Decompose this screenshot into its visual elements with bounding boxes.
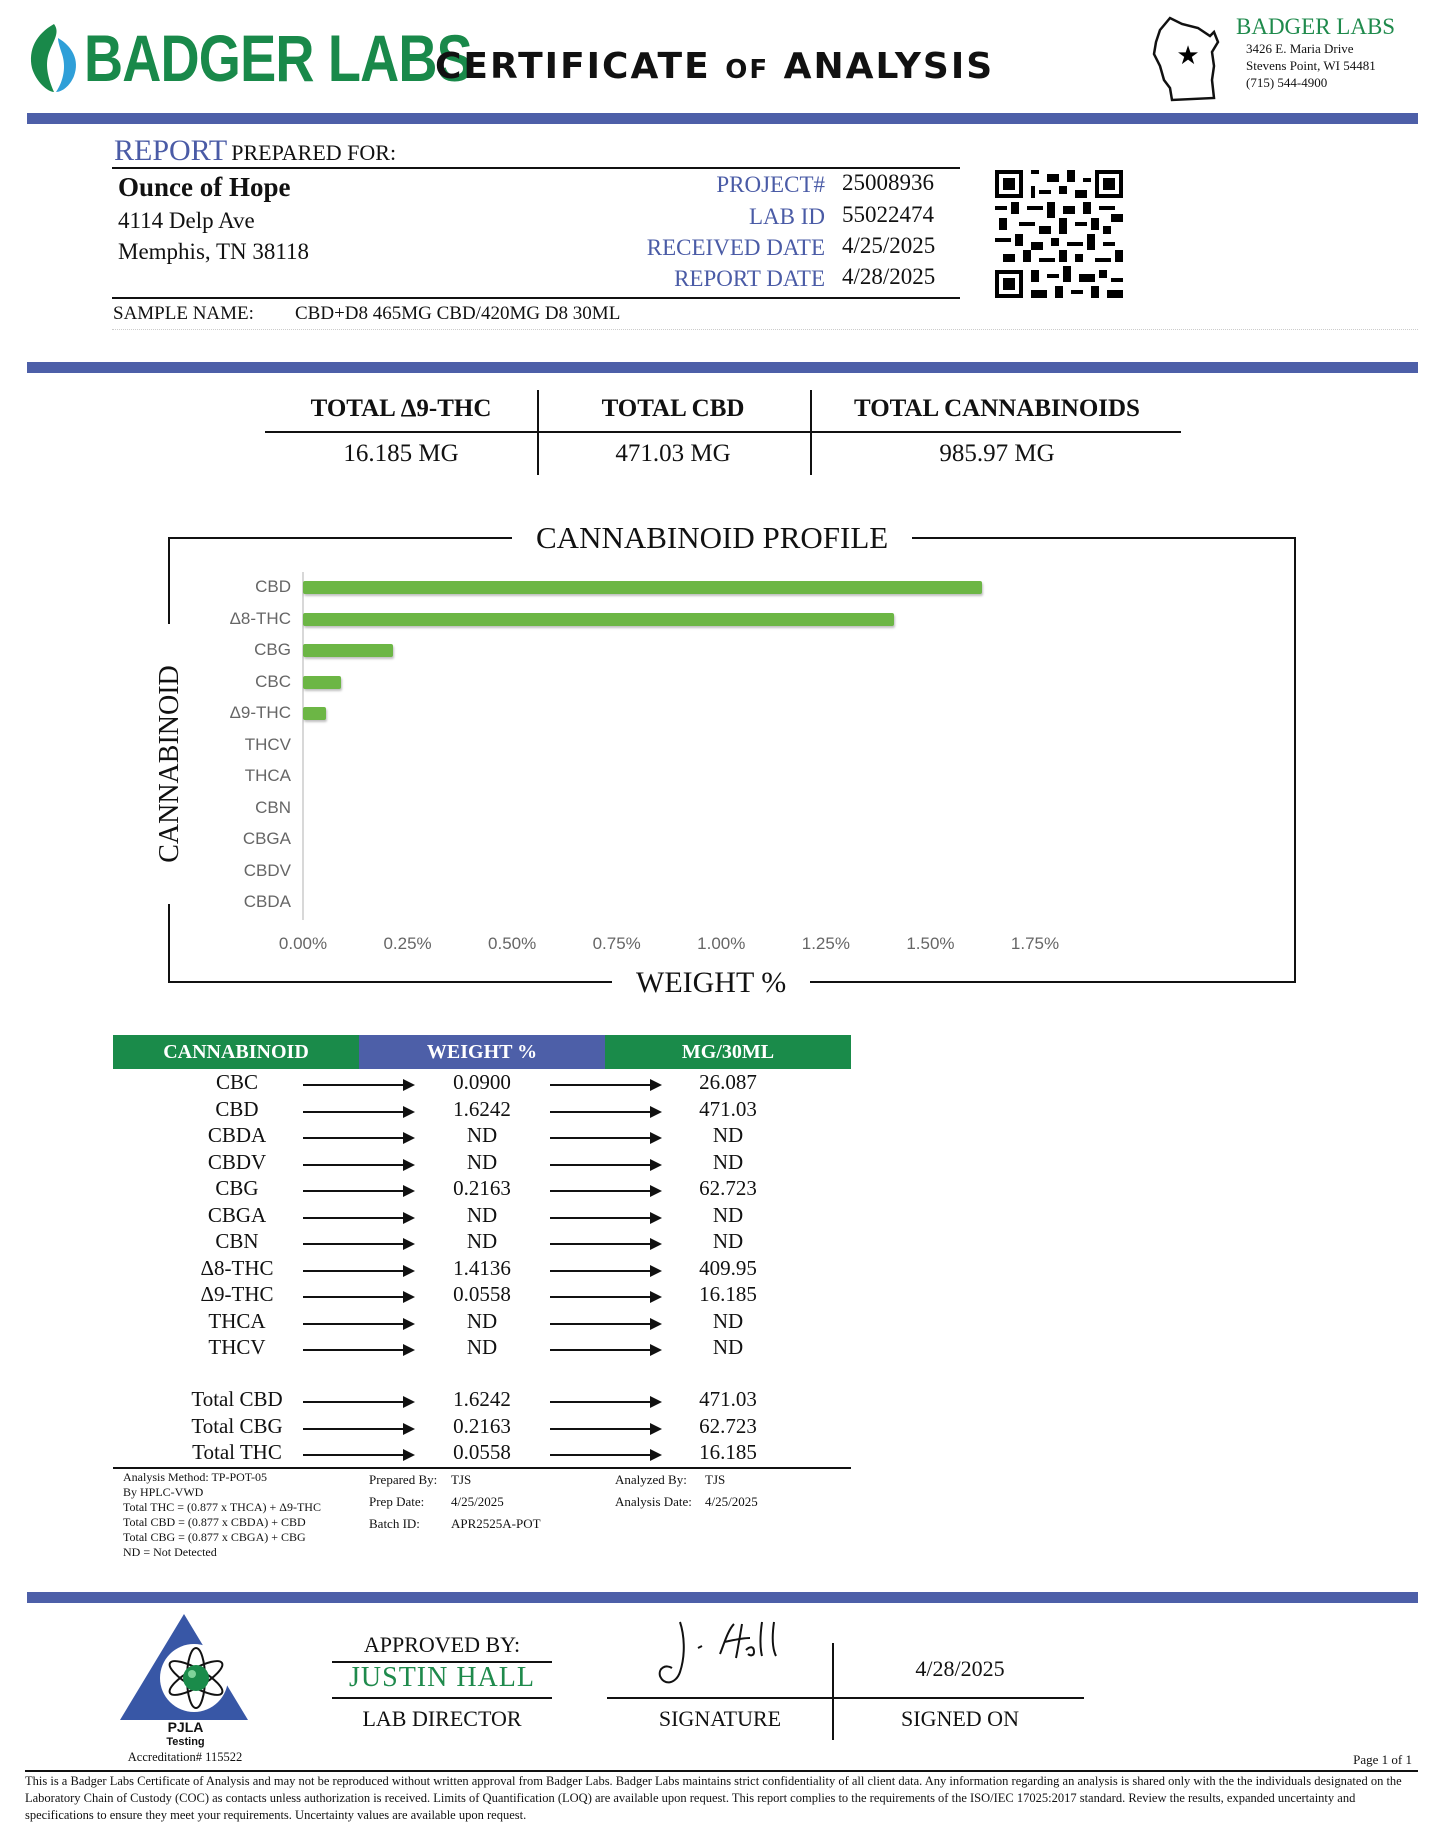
- table-arrow-icon: [550, 1349, 660, 1351]
- analysis-notes: [123, 1470, 321, 1560]
- approver-title: LAB DIRECTOR: [362, 1706, 522, 1731]
- table-cell-weight: 0.0900: [453, 1070, 511, 1094]
- table-cell-weight: 0.0558: [453, 1282, 511, 1306]
- analyzed-by-value: TJS: [705, 1472, 726, 1487]
- signed-on-label: SIGNED ON: [901, 1706, 1019, 1731]
- table-cell-mg: 471.03: [699, 1096, 757, 1121]
- lab-address: [1246, 40, 1376, 91]
- batch-id-label: Batch ID:: [369, 1516, 420, 1531]
- chart-category-label: CBG: [254, 640, 291, 659]
- table-cell-mg: ND: [712, 1149, 744, 1174]
- analysis-date-label: Analysis Date:: [615, 1494, 692, 1509]
- table-cell-weight: 0.2163: [453, 1413, 511, 1438]
- chart-category-label: CBD: [255, 577, 291, 596]
- table-arrow-icon: [303, 1111, 413, 1113]
- table-arrow-icon: [303, 1084, 413, 1086]
- table-cell-mg: ND: [712, 1123, 744, 1147]
- footer-disclaimer: This is a Badger Labs Certificate of Analysis and may not be reproduced without written approval from Badger Labs. Badger Labs maintains strict confidentiality of all client data. Any information regarding an analysis is shared only with the the individuals designated on the Laboratory Chain of Custody (COC) as contacts unless authorization is received. Limits of Quantification (LOQ) are available upon request. This report complies to the requirements of the ISO/IEC 17025:2017 standard. Review the results, expanded uncertainty and specifications to ensure they meet your requirements. Uncertainty values are available upon request.: [25, 1774, 1402, 1822]
- table-arrow-icon: [550, 1243, 660, 1245]
- table-arrow-icon: [303, 1243, 413, 1245]
- table-arrow-icon: [303, 1349, 413, 1351]
- table-arrow-icon: [303, 1217, 413, 1219]
- table-cell-cannabinoid: CBN: [215, 1229, 259, 1253]
- table-bottom-rule: [113, 1467, 851, 1469]
- table-cell-cannabinoid: CBDV: [207, 1149, 267, 1174]
- table-cell-mg: 16.185: [699, 1440, 757, 1464]
- accreditation-number: Accreditation# 115522: [127, 1750, 243, 1764]
- signature-divider: [832, 1643, 834, 1740]
- field-labid-value: 55022474: [842, 202, 934, 227]
- chart-category-label: CBDV: [243, 860, 291, 880]
- table-cell-cannabinoid: Δ8-THC: [200, 1255, 274, 1280]
- table-arrow-icon: [550, 1428, 660, 1430]
- table-header-mg: MG/30ML: [605, 1035, 851, 1069]
- field-received-value: 4/25/2025: [842, 233, 936, 258]
- section-divider-2: [27, 1592, 1418, 1603]
- table-cell-cannabinoid: Total CBG: [191, 1413, 283, 1438]
- table-cell-cannabinoid: THCA: [208, 1308, 266, 1333]
- lab-phone: (715) 544-4900: [1246, 75, 1328, 90]
- chart-category-label: THCA: [244, 766, 291, 785]
- table-arrow-icon: [550, 1111, 660, 1113]
- chart-xtick-label: 1.25%: [801, 934, 850, 953]
- brand-logo-icon: [24, 20, 84, 95]
- table-cell-cannabinoid: THCV: [208, 1335, 266, 1359]
- analysis-date-value: 4/25/2025: [705, 1494, 758, 1509]
- table-cell-weight: 1.4136: [453, 1255, 511, 1280]
- table-arrow-icon: [550, 1401, 660, 1403]
- table-cell-cannabinoid: CBGA: [207, 1202, 267, 1227]
- totals-rule: [265, 431, 1181, 433]
- wisconsin-map-icon: [1148, 8, 1238, 103]
- chart-xtick-label: 0.00%: [278, 934, 328, 953]
- approver-name-rule: [332, 1697, 552, 1699]
- table-arrow-icon: [303, 1137, 413, 1139]
- chart-category-label: CBC: [255, 671, 291, 691]
- report-heading-word: REPORT: [114, 134, 228, 167]
- table-cell-cannabinoid: CBG: [215, 1176, 259, 1200]
- field-project-value: 25008936: [842, 170, 934, 195]
- table-cell-weight: 0.2163: [453, 1176, 511, 1200]
- table-cell-mg: 16.185: [699, 1282, 757, 1306]
- table-arrow-icon: [303, 1428, 413, 1430]
- note-nd: ND = Not Detected: [123, 1545, 217, 1559]
- note-hplc: By HPLC-VWD: [123, 1485, 204, 1499]
- pjla-sub: Testing: [166, 1736, 205, 1748]
- signature-image: [650, 1614, 810, 1694]
- table-arrow-icon: [303, 1401, 413, 1403]
- table-cell-cannabinoid: CBDA: [207, 1123, 267, 1147]
- chart-category-label: Δ8-THC: [229, 608, 291, 628]
- table-arrow-icon: [550, 1084, 660, 1086]
- table-cell-mg: 62.723: [699, 1413, 757, 1438]
- chart-category-label: CBDA: [243, 892, 291, 911]
- table-cell-weight: 0.0558: [453, 1440, 511, 1464]
- chart-title: CANNABINOID PROFILE: [512, 520, 912, 556]
- title-of: OF: [725, 55, 770, 85]
- table-cell-weight: ND: [466, 1202, 498, 1227]
- chart-ylabel: CANNABINOID: [154, 624, 186, 904]
- total-cbd-value: 471.03 MG: [615, 440, 731, 467]
- table-cell-cannabinoid: Total THC: [192, 1440, 282, 1464]
- address-line2: Stevens Point, WI 54481: [1246, 58, 1376, 73]
- chart-axis-line: [302, 572, 304, 920]
- table-cell-weight: ND: [466, 1229, 498, 1253]
- total-cannabinoids-value: 985.97 MG: [939, 440, 1055, 467]
- table-cell-cannabinoid: Total CBD: [191, 1387, 283, 1411]
- signed-date: 4/28/2025: [915, 1656, 1005, 1681]
- title-part1: CERTIFICATE: [435, 46, 711, 87]
- header-divider: [27, 113, 1418, 124]
- table-cell-mg: 471.03: [699, 1387, 757, 1411]
- total-d9thc-value: 16.185 MG: [343, 440, 459, 467]
- total-cannabinoids-label: TOTAL CANNABINOIDS: [854, 395, 1140, 422]
- field-received-label: RECEIVED DATE: [646, 235, 825, 260]
- prep-date-value: 4/25/2025: [451, 1494, 504, 1509]
- table-arrow-icon: [303, 1296, 413, 1298]
- client-city: Memphis, TN 38118: [118, 239, 310, 264]
- chart-category-label: CBN: [255, 797, 291, 817]
- svg-text:★: ★: [1176, 41, 1200, 71]
- table-arrow-icon: [550, 1454, 660, 1456]
- sample-dotted-rule: [112, 329, 1418, 330]
- table-arrow-icon: [550, 1217, 660, 1219]
- table-cell-weight: ND: [466, 1335, 498, 1359]
- report-heading: [114, 134, 396, 168]
- table-cell-cannabinoid: CBD: [215, 1096, 259, 1121]
- table-cell-mg: ND: [712, 1202, 744, 1227]
- field-labid-label: LAB ID: [748, 204, 825, 229]
- chart-xtick-label: 1.75%: [1010, 934, 1060, 953]
- brand-name: BADGER LABS: [84, 21, 472, 95]
- report-info-rule: [112, 297, 960, 299]
- chart-xtick-label: 0.50%: [488, 934, 537, 953]
- prepared-by-value: TJS: [451, 1472, 472, 1487]
- table-cell-mg: ND: [712, 1335, 744, 1359]
- prep-date-label: Prep Date:: [369, 1494, 425, 1509]
- analyzed-by-label: Analyzed By:: [615, 1472, 687, 1487]
- lab-name: BADGER LABS: [1236, 14, 1396, 39]
- table-cell-mg: ND: [712, 1308, 744, 1333]
- table-arrow-icon: [303, 1190, 413, 1192]
- table-arrow-icon: [550, 1323, 660, 1325]
- sample-name-label: SAMPLE NAME:: [113, 303, 254, 324]
- prepared-by-label: Prepared By:: [369, 1472, 438, 1487]
- table-arrow-icon: [303, 1164, 413, 1166]
- note-total-cbd: Total CBD = (0.877 x CBDA) + CBD: [123, 1515, 306, 1529]
- client-street: 4114 Delp Ave: [118, 208, 255, 233]
- chart-category-label: CBGA: [242, 829, 291, 848]
- chart-category-label: THCV: [244, 734, 291, 754]
- table-cell-mg: 62.723: [699, 1176, 757, 1200]
- total-cbd-label: TOTAL CBD: [601, 395, 745, 422]
- document-title: [435, 46, 994, 87]
- table-cell-weight: 1.6242: [453, 1096, 511, 1121]
- client-name: Ounce of Hope: [118, 172, 291, 202]
- table-arrow-icon: [303, 1454, 413, 1456]
- address-line1: 3426 E. Maria Drive: [1246, 41, 1354, 56]
- table-arrow-icon: [550, 1137, 660, 1139]
- table-arrow-icon: [550, 1296, 660, 1298]
- qr-code-icon: [995, 170, 1123, 298]
- table-cell-weight: ND: [466, 1149, 498, 1174]
- table-cell-weight: 1.6242: [453, 1387, 511, 1411]
- title-part2: ANALYSIS: [783, 46, 995, 87]
- footer-rule: [25, 1770, 1418, 1772]
- signature-rule: [607, 1697, 1084, 1699]
- sample-name-value: CBD+D8 465MG CBD/420MG D8 30ML: [295, 303, 621, 324]
- section-divider-1: [27, 362, 1418, 373]
- chart-xtick-label: 0.75%: [592, 934, 641, 953]
- approved-by-label: APPROVED BY:: [363, 1632, 521, 1657]
- table-header-weight: WEIGHT %: [359, 1035, 605, 1069]
- pjla-logo-icon: [118, 1612, 253, 1722]
- table-arrow-icon: [550, 1270, 660, 1272]
- table-cell-weight: ND: [466, 1123, 498, 1147]
- table-arrow-icon: [303, 1270, 413, 1272]
- signature-label: SIGNATURE: [658, 1706, 782, 1731]
- note-total-thc: Total THC = (0.877 x THCA) + Δ9-THC: [123, 1500, 321, 1514]
- table-cell-cannabinoid: Δ9-THC: [200, 1282, 274, 1306]
- table-cell-weight: ND: [466, 1308, 498, 1333]
- table-cell-mg: 409.95: [699, 1255, 757, 1280]
- table-cell-cannabinoid: CBC: [215, 1070, 259, 1094]
- field-reportdate-label: REPORT DATE: [674, 266, 825, 291]
- total-d9thc-label: TOTAL Δ9-THC: [310, 395, 492, 422]
- report-heading-rest: PREPARED FOR:: [231, 140, 397, 165]
- table-arrow-icon: [550, 1190, 660, 1192]
- table-arrow-icon: [303, 1323, 413, 1325]
- field-reportdate-value: 4/28/2025: [842, 264, 936, 289]
- note-method: Analysis Method: TP-POT-05: [123, 1470, 268, 1484]
- page-number: Page 1 of 1: [1353, 1752, 1412, 1767]
- approver-name: JUSTIN HALL: [349, 1662, 535, 1693]
- table-header-cannabinoid: CANNABINOID: [113, 1035, 359, 1069]
- report-heading-rule: [112, 167, 960, 169]
- table-cell-mg: ND: [712, 1229, 744, 1253]
- chart-xlabel: WEIGHT %: [612, 966, 810, 1000]
- chart-xtick-label: 0.25%: [383, 934, 432, 953]
- chart-xtick-label: 1.00%: [697, 934, 746, 953]
- table-arrow-icon: [550, 1164, 660, 1166]
- table-cell-mg: 26.087: [699, 1070, 757, 1094]
- field-project-label: PROJECT#: [716, 172, 825, 197]
- pjla-name: PJLA: [167, 1719, 204, 1735]
- note-total-cbg: Total CBG = (0.877 x CBGA) + CBG: [123, 1530, 306, 1544]
- chart-category-label: Δ9-THC: [229, 703, 291, 722]
- chart-frame: [168, 537, 1296, 983]
- batch-id-value: APR2525A-POT: [451, 1516, 541, 1531]
- chart-xtick-label: 1.50%: [906, 934, 955, 953]
